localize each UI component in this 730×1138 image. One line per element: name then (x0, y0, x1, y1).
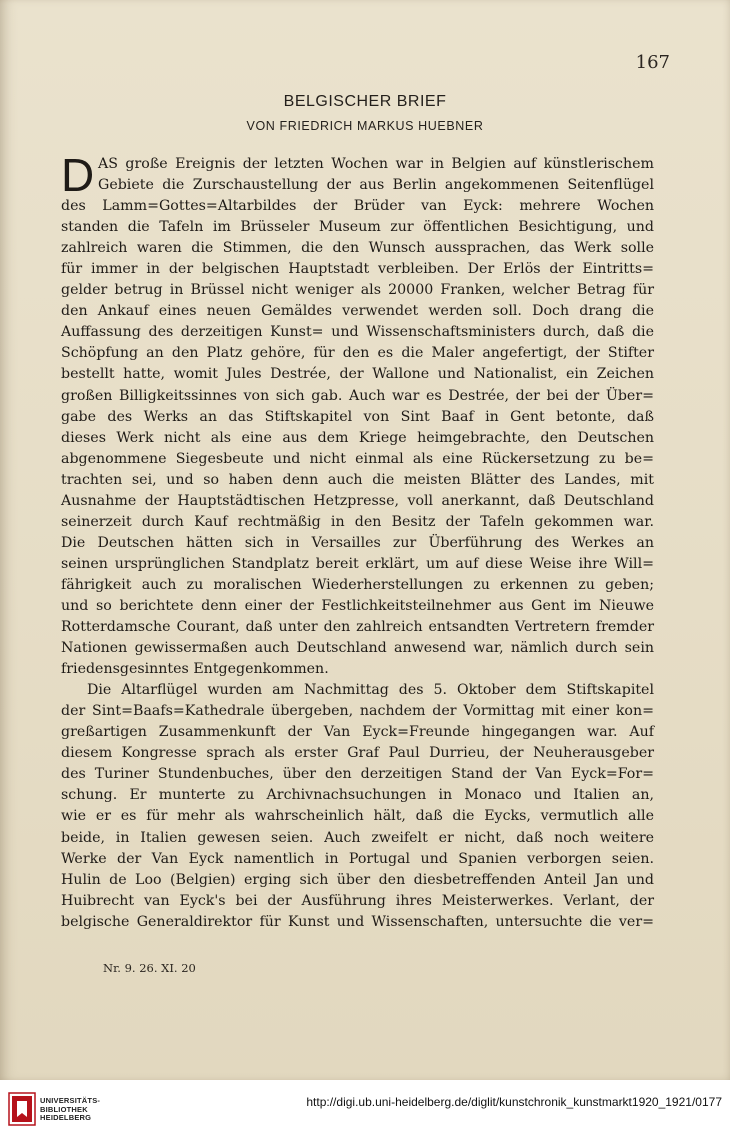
page-number: 167 (635, 52, 670, 73)
article-title: BELGISCHER BRIEF (283, 93, 447, 110)
text-line: schung. Er munterte zu Archivnachsuchungen in Monaco und Italien an, (61, 787, 654, 804)
text-line: Ausnahme der Hauptstädtischen Hetzpresse, voll anerkannt, daß Deutschland (61, 492, 654, 509)
text-line: der Sint=Baafs=Kathedrale übergeben, nachdem der Vormittag mit einer kon= (61, 703, 654, 720)
text-line: gabe des Werks an das Stiftskapitel von Sint Baaf in Gent betonte, daß (61, 408, 654, 425)
text-line: den Ankauf eines neuen Gemäldes verwendet werden soll. Doch drang die (61, 303, 654, 320)
article-author: VON FRIEDRICH MARKUS HUEBNER (246, 119, 484, 133)
text-line: seinen ursprünglichen Standplatz bereit erklärt, um auf diese Weise ihre Will= (61, 555, 654, 572)
source-url-link[interactable]: http://digi.ub.uni-heidelberg.de/diglit/kunstchronik_kunstmarkt1920_1921/0177 (306, 1095, 722, 1109)
text-line: seinerzeit durch Kauf rechtmäßig in den Besitz der Tafeln gekommen war. (61, 513, 654, 530)
text-line: des Turiner Stundenbuches, über den derzeitigen Stand der Van Eyck=For= (61, 766, 654, 783)
text-line: großen Billigkeitssinnes von sich gab. Auch war es Destrée, der bei der Über= (61, 387, 654, 404)
text-line: friedensgesinntes Entgegenkommen. (61, 661, 329, 678)
text-line: zahlreich waren die Stimmen, die den Wunsch aussprachen, das Werk solle (61, 240, 654, 257)
text-line: Die Altarflügel wurden am Nachmittag des 5. Oktober dem Stiftskapitel (87, 682, 654, 699)
text-line: bestellt hatte, womit Jules Destrée, der Wallone und Nationalist, ein Zeichen (61, 366, 654, 383)
drop-cap: D (61, 149, 95, 201)
article-body (61, 149, 654, 933)
text-line: fährigkeit auch zu moralischen Wiederherstellungen zu erkennen zu geben; (61, 576, 654, 593)
text-line: Huibrecht van Eyck's bei der Ausführung ihres Meisterwerkes. Verlant, der (61, 892, 654, 909)
university-library-logo (8, 1092, 36, 1126)
text-line: Schöpfung an den Platz gehöre, für den es die Maler angefertigt, der Stifter (61, 345, 654, 362)
text-line: trachten sei, und so haben denn auch die meisten Blätter des Landes, mit (61, 471, 654, 488)
text-line: AS große Ereignis der letzten Wochen war in Belgien auf künstlerischem (98, 156, 654, 172)
signature-mark: Nr. 9. 26. XI. 20 (103, 961, 196, 975)
text-line: standen die Tafeln im Brüsseler Museum zur öffentlichen Besichtigung, und (61, 219, 654, 236)
text-line: Die Deutschen hätten sich in Versailles zur Überführung des Werkes an (61, 534, 654, 551)
text-line: Gebiete die Zurschaustellung der aus Berlin angekommenen Seitenflügel (98, 177, 654, 194)
library-line: UNIVERSITÄTS- (40, 1096, 101, 1105)
text-line: gelder betrug in Brüssel nicht weniger als 20000 Franken, welcher Betrag für (61, 282, 654, 299)
text-line: beide, in Italien gewesen seien. Auch zweifelt er nicht, daß noch weitere (61, 829, 654, 846)
text-line: belgische Generaldirektor für Kunst und Wissenschaften, untersuchte die ver= (61, 913, 654, 930)
footer-bar (0, 1080, 730, 1138)
text-line: Nationen gewissermaßen auch Deutschland anwesend war, nämlich durch sein (61, 640, 654, 657)
text-line: dieses Werk nicht als eine aus dem Kriege heimgebrachte, den Deutschen (61, 429, 654, 446)
text-line: Rotterdamsche Courant, daß unter den zahlreich entsandten Vertretern fremder (61, 619, 654, 636)
text-line: für immer in der belgischen Hauptstadt verbleiben. Der Erlös der Eintritts= (61, 261, 654, 278)
library-line: BIBLIOTHEK (40, 1104, 88, 1114)
text-line: wie er es für mehr als wahrscheinlich hält, daß die Eycks, vermutlich alle (61, 808, 654, 825)
text-line: abgenommene Siegesbeute und nicht einmal als eine Rückersetzung zu be= (61, 450, 654, 467)
text-line: und so berichtete denn einer der Festlichkeitsteilnehmer aus Gent im Nieuwe (61, 597, 654, 614)
library-name (40, 1097, 100, 1123)
text-line: des Lamm=Gottes=Altarbildes der Brüder van Eyck: mehrere Wochen (61, 198, 654, 215)
text-line: greßartigen Zusammenkunft der Van Eyck=Freunde hingegangen war. Auf (61, 724, 654, 741)
seal-icon (8, 1092, 36, 1126)
text-line: Werke der Van Eyck namentlich in Portugal und Spanien verborgen seien. (61, 850, 654, 867)
library-line: HEIDELBERG (40, 1113, 92, 1122)
text-line: Auffassung des derzeitigen Kunst= und Wissenschaftsministers durch, daß die (61, 324, 654, 341)
text-line: Hulin de Loo (Belgien) erging sich über den diesbetreffenden Anteil Jan und (61, 871, 654, 888)
text-line: diesem Kongresse sprach als erster Graf Paul Durrieu, der Neuherausgeber (61, 745, 654, 762)
